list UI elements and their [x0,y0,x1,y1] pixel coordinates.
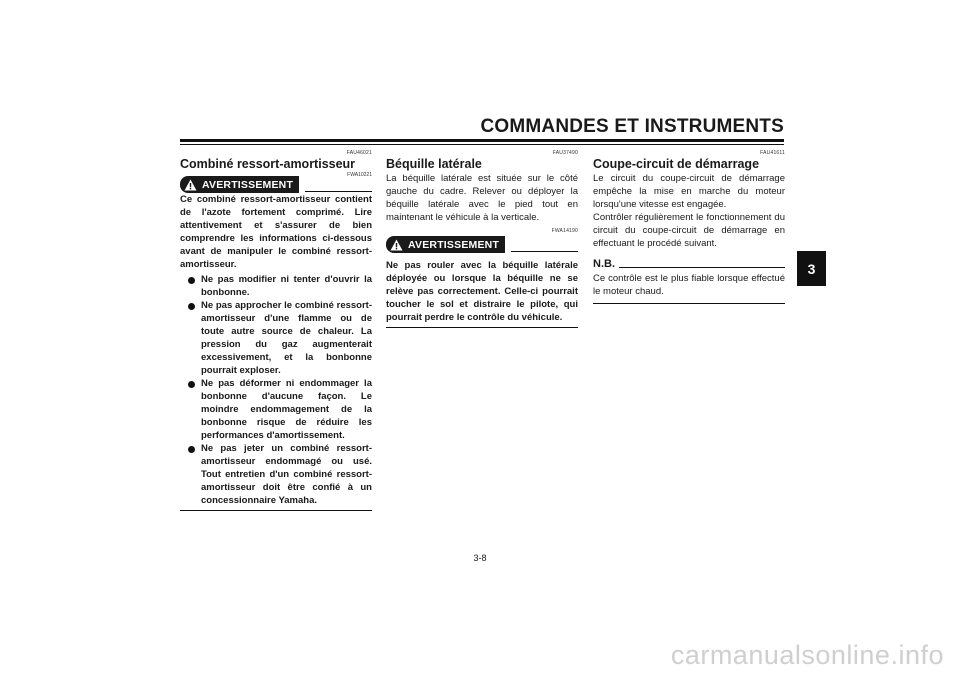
section-title: Combiné ressort-amortisseur [180,157,356,171]
section-side-stand [386,150,578,328]
page-number: 3-8 [473,553,487,563]
warning-intro: Ce combiné ressort-amortisseur contient de l'azote fortement comprimé. Lire attentivement et s'assurer de bien comprendre les informations ci-dessous avant de manipuler le combiné ressort-amortisseur. [180,194,372,270]
section-title: Coupe-circuit de démarrage [593,157,760,171]
note-label: N.B. [593,258,615,270]
section-starting-circuit-cutoff [593,150,785,304]
section-code: FAU41611 [760,150,785,156]
section-shock-absorber [180,150,372,511]
note-rule [619,267,785,268]
warning-code: FWA10221 [347,172,372,178]
bullet-dot-icon [188,381,195,388]
page-header-title: COMMANDES ET INSTRUMENTS [480,116,784,137]
warning-rule [511,250,578,252]
note-text: Ce contrôle est le plus fiable lorsque effectué le moteur chaud. [593,273,785,297]
chapter-tab: 3 [797,251,826,286]
warning-bullet: Ne pas déformer ni endommager la bonbonne d'aucune façon. Le moindre endommagement de la bonbonne risque de réduire les performances d'amortissement. [180,377,372,442]
section-code: FAU46021 [346,150,372,156]
warning-label: AVERTISSEMENT [202,178,294,191]
warning-badge [386,236,505,253]
section-title: Béquille latérale [386,157,482,171]
bullet-dot-icon [188,303,195,310]
warning-header [180,176,372,193]
warning-bullet-list [180,273,372,507]
warning-text: Ne pas rouler avec la béquille latérale déployée ou lorsque la béquille ne se relève pas correctement. Celle-ci pourrait toucher le sol et distraire le pilote, qui pourrait perdre le contrôle du véhicule. [386,260,578,323]
section-code: FAU37490 [552,150,578,156]
warning-icon [184,179,197,191]
warning-rule [305,190,372,192]
warning-code: FWA14190 [551,228,578,234]
warning-bullet: Ne pas modifier ni tenter d'ouvrir la bonbonne. [180,273,372,299]
note-header [593,258,785,270]
warning-label: AVERTISSEMENT [408,238,500,251]
warning-bullet: Ne pas approcher le combiné ressort-amortisseur d'une flamme ou de toute autre source de chaleur. La pression du gaz augmenterait excessivement, et la bonbonne pourrait exploser. [180,299,372,377]
section-body: Le circuit du coupe-circuit de démarrage empêche la mise en marche du moteur lorsqu'une vitesse est engagée. [593,173,785,210]
section-body: Contrôler régulièrement le fonctionnement du circuit du coupe-circuit de démarrage en effectuant le procédé suivant. [593,212,785,249]
note-end-rule [593,303,785,304]
header-rule-thick [180,139,784,142]
section-body: La béquille latérale est située sur le côté gauche du cadre. Relever ou déployer la béquille latérale avec le pied tout en maintenant le véhicule à la verticale. [386,173,578,223]
header-rule-thin [180,144,784,145]
warning-end-rule [180,510,372,511]
bullet-dot-icon [188,277,195,284]
warning-end-rule [386,327,578,328]
warning-header [386,236,578,253]
watermark: carmanualsonline.info [670,640,944,670]
warning-icon [390,239,403,251]
bullet-dot-icon [188,446,195,453]
warning-badge [180,176,299,193]
warning-bullet: Ne pas jeter un combiné ressort-amortisseur endommagé ou usé. Tout entretien d'un combiné ressort-amortisseur doit être confié à un concessionnaire Yamaha. [180,442,372,507]
